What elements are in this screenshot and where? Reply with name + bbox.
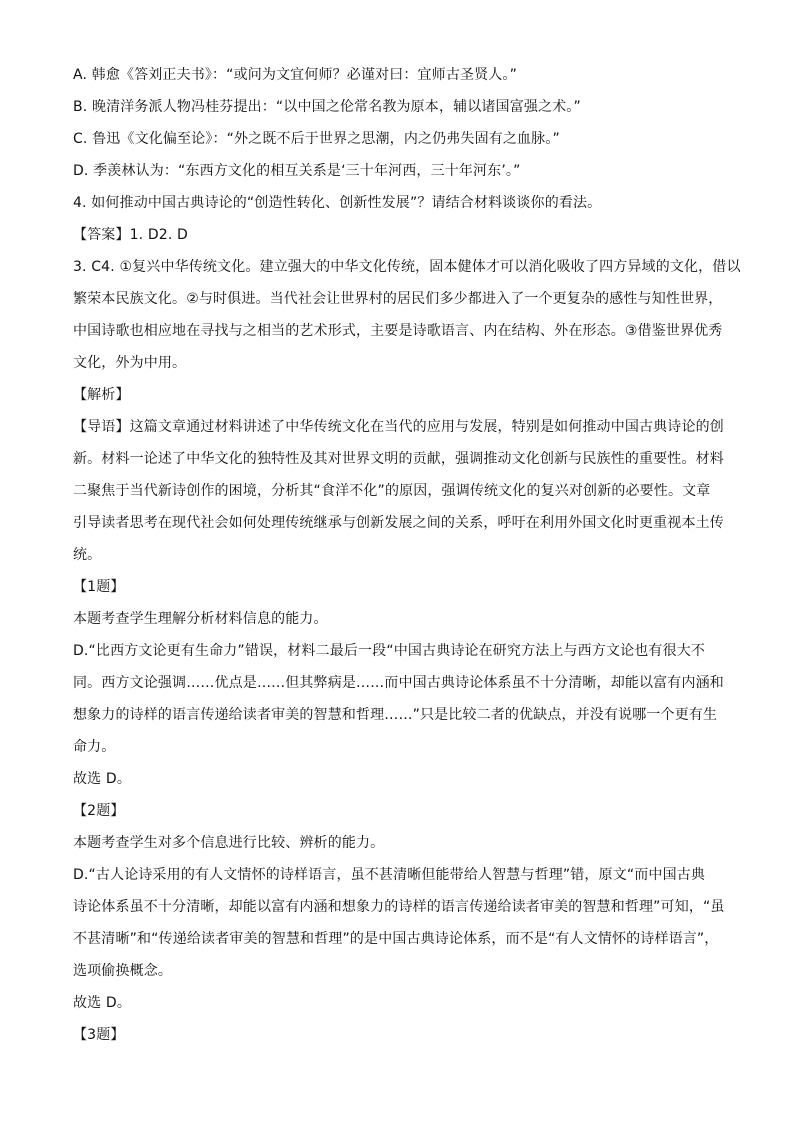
question-4-line: 4. 如何推动中国古典诗论的“创造性转化、创新性发展”？请结合材料谈谈你的看法。 xyxy=(73,195,602,211)
answer-text-line: 中国诗歌也相应地在寻找与之相当的艺术形式，主要是诗歌语言、内在结构、外在形态。③借鉴世界优秀 xyxy=(73,323,723,339)
answer-text-line: 3. C4. ①复兴中华传统文化。建立强大的中华文化传统，固本健体才可以消化吸收了四方异域的文化，借以 xyxy=(73,259,741,275)
question-2-text-line: D.“古人论诗采用的有人文情怀的诗样语言，虽不甚清晰但能带给人智慧与哲理”错，原文“而中国古典 xyxy=(73,867,706,883)
question-1-choice: 故选 D。 xyxy=(73,771,131,787)
option-c-line: C. 鲁迅《文化偏至论》：“外之既不后于世界之思潮，内之仍弗失固有之血脉。” xyxy=(73,131,560,147)
question-1-text-line: 想象力的诗样的语言传递给读者审美的智慧和哲理……”只是比较二者的优缺点，并没有说哪一个更有生 xyxy=(73,707,718,723)
intro-text-line: 引导读者思考在现代社会如何处理传统继承与创新发展之间的关系，呼吁在利用外国文化时更重视本土传 xyxy=(73,515,724,531)
analysis-heading: 【解析】 xyxy=(73,387,130,403)
question-2-heading: 【2题】 xyxy=(73,803,125,819)
question-2-text-line: 不甚清晰”和“传递给读者审美的智慧和哲理”的是中国古典诗论体系，而不是“有人文情怀的诗样语言”， xyxy=(73,931,719,947)
question-1-heading: 【1题】 xyxy=(73,579,125,595)
question-2-text-line: 诗论体系虽不十分清晰，却能以富有内涵和想象力的诗样的语言传递给读者审美的智慧和哲理”可知，“虽 xyxy=(73,899,725,915)
option-b-line: B. 晚清洋务派人物冯桂芬提出：“以中国之伦常名教为原本，辅以诸国富强之术。” xyxy=(73,99,581,115)
question-1-text-line: 本题考查学生理解分析材料信息的能力。 xyxy=(73,611,328,627)
intro-text-line: 统。 xyxy=(73,547,102,563)
option-a-line: A. 韩愈《答刘正夫书》：“或问为文宜何师？必谨对曰：宜师古圣贤人。” xyxy=(73,67,517,83)
answer-heading-line: 【答案】1. D2. D xyxy=(73,227,188,243)
question-1-text-line: 命力。 xyxy=(73,739,116,755)
intro-text-line: 二聚焦于当代新诗创作的困境，分析其“食洋不化”的原因，强调传统文化的复兴对创新的必要性。文章 xyxy=(73,483,711,499)
question-2-text-line: 选项偷换概念。 xyxy=(73,963,173,979)
intro-text-line: 新。材料一论述了中华文化的独特性及其对世界文明的贡献，强调推动文化创新与民族性的重要性。材料 xyxy=(73,451,724,467)
question-1-text-line: 同。西方文论强调……优点是……但其弊病是……而中国古典诗论体系虽不十分清晰，却能以富有内涵和 xyxy=(73,675,724,691)
answer-text-line: 文化，外为中用。 xyxy=(73,355,187,371)
option-d-line: D. 季羡林认为：“东西方文化的相互关系是‘三十年河西，三十年河东’。” xyxy=(73,163,521,179)
question-2-text-line: 本题考查学生对多个信息进行比较、辨析的能力。 xyxy=(73,835,385,851)
question-1-text-line: D.“比西方文论更有生命力”错误，材料二最后一段“中国古典诗论在研究方法上与西方文论也有很大不 xyxy=(73,643,706,659)
answer-text-line: 繁荣本民族文化。②与时俱进。当代社会让世界村的居民们多少都进入了一个更复杂的感性与知性世界， xyxy=(73,291,723,307)
question-2-choice: 故选 D。 xyxy=(73,995,131,1011)
intro-text-line: 【导语】这篇文章通过材料讲述了中华传统文化在当代的应用与发展，特别是如何推动中国古典诗论的创 xyxy=(73,419,724,435)
question-3-heading: 【3题】 xyxy=(73,1027,125,1043)
